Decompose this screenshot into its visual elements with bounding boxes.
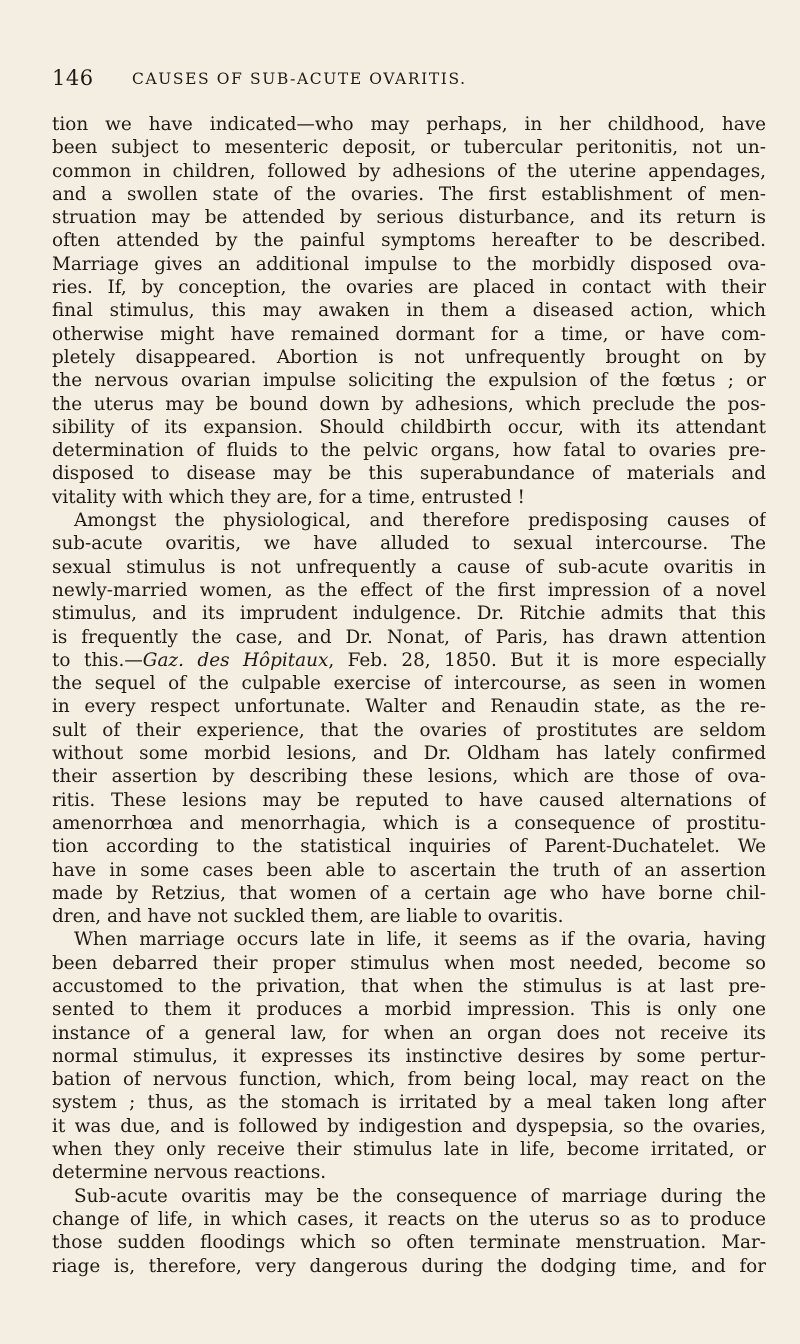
text-line: and a swollen state of the ovaries. The first establishment of men- [52,183,766,205]
text-line: disposed to disease may be this superabundance of materials and [52,463,766,485]
text-line: dren, and have not suckled them, are liable to ovaritis. [52,906,564,928]
text-line: stimulus, and its imprudent indulgence. Dr. Ritchie admits that this [52,603,766,625]
text-line: made by Retzius, that women of a certain age who have borne chil- [52,882,766,904]
text-line: is frequently the case, and Dr. Nonat, of Paris, has drawn attention [52,626,766,648]
text-line: sexual stimulus is not unfrequently a cause of sub-acute ovaritis in [52,556,766,578]
text-line: bation of nervous function, which, from being local, may react on the [52,1069,766,1091]
text-line: when they only receive their stimulus late in life, become irritated, or [52,1139,766,1161]
text-line: the nervous ovarian impulse soliciting the expulsion of the fœtus ; or [52,370,766,392]
text-line: sult of their experience, that the ovaries of prostitutes are seldom [52,719,766,741]
text-line: newly-married women, as the effect of the first impression of a novel [52,579,766,601]
text-line: often attended by the painful symptoms hereafter to be described. [52,230,766,252]
text-line: system ; thus, as the stomach is irritated by a meal taken long after [52,1092,766,1114]
running-head [52,66,752,96]
text-line: their assertion by describing these lesions, which are those of ova- [52,766,766,788]
text-line: accustomed to the privation, that when the stimulus is at last pre- [52,975,766,997]
text-line: common in children, followed by adhesions of the uterine appendages, [52,160,766,182]
text-line: sented to them it produces a morbid impression. This is only one [52,999,766,1021]
text-line: vitality with which they are, for a time, entrusted ! [52,486,525,508]
text-line: ritis. These lesions may be reputed to have caused alternations of [52,789,766,811]
text-line: the uterus may be bound down by adhesions, which preclude the pos- [52,393,766,415]
text-line: final stimulus, this may awaken in them a diseased action, which [52,300,766,322]
text-line: Amongst the physiological, and therefore predisposing causes of [74,510,766,532]
text-line: When marriage occurs late in life, it seems as if the ovaria, having [74,929,766,951]
text-line: the sequel of the culpable exercise of intercourse, as seen in women [52,673,766,695]
text-line: Sub-acute ovaritis may be the consequence of marriage during the [74,1185,766,1207]
text-line: ries. If, by conception, the ovaries are placed in contact with their [52,277,766,299]
running-head-title: CAUSES OF SUB-ACUTE OVARITIS. [132,70,467,88]
text-line: determination of fluids to the pelvic organs, how fatal to ovaries pre- [52,440,766,462]
text-line: without some morbid lesions, and Dr. Oldham has lately confirmed [52,743,766,765]
text-line: change of life, in which cases, it reacts on the uterus so as to produce [52,1208,766,1230]
text-line: sub-acute ovaritis, we have alluded to sexual intercourse. The [52,533,766,555]
text-line: Marriage gives an additional impulse to the morbidly disposed ova- [52,253,766,275]
text-line: in every respect unfortunate. Walter and Renaudin state, as the re- [52,696,766,718]
text-line: to this.—Gaz. des Hôpitaux, Feb. 28, 1850. But it is more especially [52,649,766,671]
text-line: amenorrhœa and menorrhagia, which is a consequence of prostitu- [52,812,766,834]
body-text [52,113,766,1278]
text-line: tion according to the statistical inquiries of Parent-Duchatelet. We [52,836,766,858]
text-line: instance of a general law, for when an organ does not receive its [52,1022,766,1044]
page-number: 146 [52,66,94,90]
text-line: tion we have indicated—who may perhaps, in her childhood, have [52,114,766,135]
text-line: sibility of its expansion. Should childbirth occur, with its attendant [52,416,766,438]
text-line: determine nervous reactions. [52,1162,327,1184]
text-line: have in some cases been able to ascertain the truth of an assertion [52,859,766,881]
text-line: riage is, therefore, very dangerous during the dodging time, and for [52,1255,766,1277]
text-line: been subject to mesenteric deposit, or tubercular peritonitis, not un- [52,137,766,159]
text-line: it was due, and is followed by indigestion and dyspepsia, so the ovaries, [52,1115,766,1137]
text-line: pletely disappeared. Abortion is not unfrequently brought on by [52,346,766,368]
text-line: been debarred their proper stimulus when most needed, become so [52,952,766,974]
text-line: otherwise might have remained dormant for a time, or have com- [52,323,766,345]
text-line: those sudden floodings which so often terminate menstruation. Mar- [52,1232,766,1254]
text-line: normal stimulus, it expresses its instinctive desires by some pertur- [52,1045,766,1067]
text-line: struation may be attended by serious disturbance, and its return is [52,207,766,229]
